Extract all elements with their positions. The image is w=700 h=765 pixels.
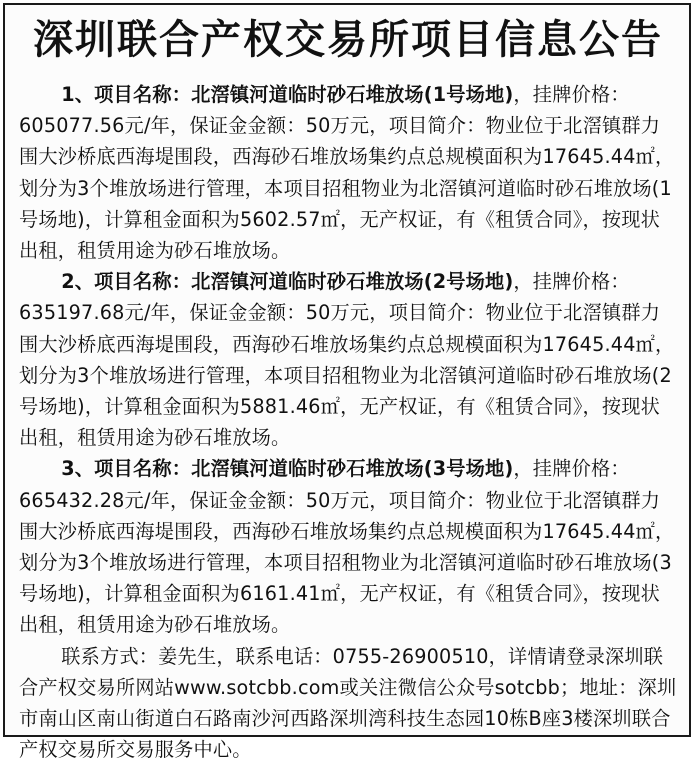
project-item-2 bbox=[19, 266, 677, 453]
project-item-3 bbox=[19, 453, 677, 640]
project-details-1: ，挂牌价格：605077.56元/年，保证金金额：50万元，项目简介：物业位于北滘镇群力围大沙桥底西海堤围段，西海砂石堆放场集约点总规模面积为17645.44㎡，划分为3个堆放场进行管理，本项目招租物业为北滘镇河道临时砂石堆放场(1号场地)，计算租金面积为5602.57㎡，无产权证，有《租赁合同》，按现状出租，租赁用途为砂石堆放场。 bbox=[19, 83, 675, 263]
notice-body bbox=[19, 79, 677, 765]
notice-frame bbox=[3, 3, 691, 762]
project-details-2: ，挂牌价格：635197.68元/年，保证金金额：50万元，项目简介：物业位于北滘镇群力围大沙桥底西海堤围段，西海砂石堆放场集约点总规模面积为17645.44㎡，划分为3个堆放场进行管理，本项目招租物业为北滘镇河道临时砂石堆放场(2号场地)，计算租金面积为5881.46㎡，无产权证，有《租赁合同》，按现状出租，租赁用途为砂石堆放场。 bbox=[19, 270, 675, 450]
project-name-2: 2、项目名称：北滘镇河道临时砂石堆放场(2号场地) bbox=[61, 270, 514, 294]
project-name-1: 1、项目名称：北滘镇河道临时砂石堆放场(1号场地) bbox=[61, 83, 514, 106]
notice-title: 深圳联合产权交易所项目信息公告 bbox=[33, 17, 663, 63]
project-details-3: ，挂牌价格：665432.28元/年，保证金金额：50万元，项目简介：物业位于北滘镇群力围大沙桥底西海堤围段，西海砂石堆放场集约点总规模面积为17645.44㎡，划分为3个堆放场进行管理，本项目招租物业为北滘镇河道临时砂石堆放场(3号场地)，计算租金面积为6161.41㎡，无产权证，有《租赁合同》，按现状出租，租赁用途为砂石堆放场。 bbox=[19, 457, 675, 637]
project-item-1 bbox=[19, 79, 677, 266]
contact-info: 联系方式：姜先生，联系电话：0755-26900510，详情请登录深圳联合产权交易所网站www.sotcbb.com或关注微信公众号sotcbb；地址：深圳市南山区南山街道白石路南沙河西路深圳湾科技生态园10栋B座3楼深圳联合产权交易所交易服务中心。 bbox=[19, 644, 677, 762]
project-name-3: 3、项目名称：北滘镇河道临时砂石堆放场(3号场地) bbox=[61, 457, 514, 481]
